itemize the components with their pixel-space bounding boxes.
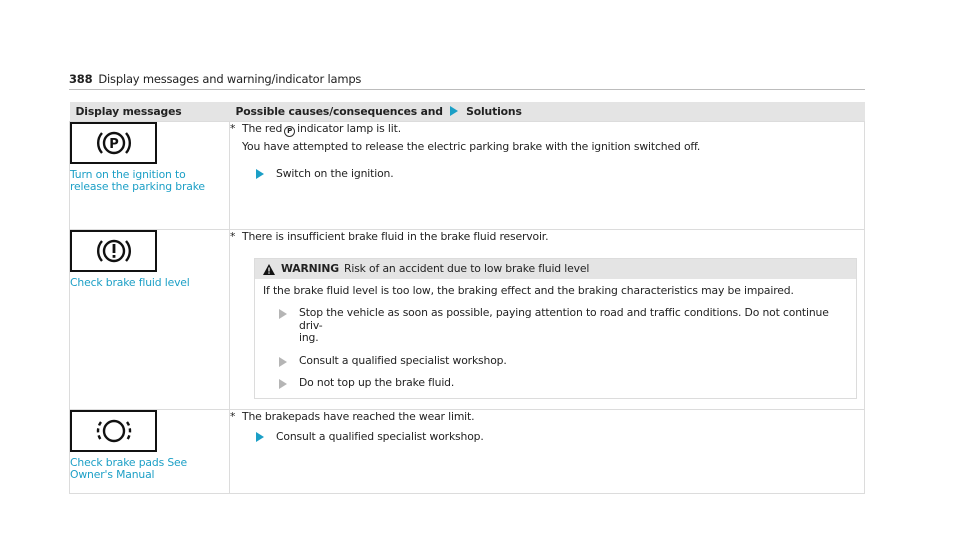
display-text-line: Owner's Manual [70, 467, 155, 481]
warning-text: If the brake fluid level is too low, the braking effect and the braking characteristics may be impaired. [263, 284, 794, 297]
warning-header [255, 259, 856, 279]
warning-box [254, 258, 857, 399]
display-text-line: release the parking brake [70, 180, 205, 193]
table-header-row [70, 102, 865, 122]
table-row [70, 409, 865, 493]
solution-item [279, 377, 848, 390]
cause-line: You have attempted to release the electric parking brake with the ignition switched off. [242, 140, 701, 153]
solution-text: Stop the vehicle as soon as possible, paying attention to road and traffic conditions. Do not continue driv- [299, 306, 829, 332]
cause-pre: The red [242, 122, 283, 135]
cause-cell [230, 409, 865, 493]
table-row [70, 230, 865, 410]
solution-arrow-icon [256, 432, 264, 442]
svg-text:P: P [108, 137, 119, 152]
solution-arrow-icon [279, 379, 287, 389]
cause-cell [230, 230, 865, 410]
cause-post: indicator lamp is lit. [297, 122, 401, 135]
causes-header-text: Possible causes/consequences and [235, 105, 443, 118]
warning-label: WARNING [281, 262, 339, 275]
display-text-line: Turn on the ignition to [70, 168, 186, 181]
solution-item [279, 355, 848, 368]
solution-arrow-icon [450, 106, 458, 116]
solution-item [256, 167, 864, 180]
display-messages-table [69, 102, 865, 494]
warning-body [255, 279, 856, 398]
solution-text: Consult a qualified specialist workshop. [276, 429, 484, 443]
cause-line [230, 410, 864, 424]
column-header-causes [230, 102, 865, 122]
solutions-header-text: Solutions [466, 105, 522, 118]
parking-brake-icon: P [284, 126, 295, 137]
solution-item [279, 307, 848, 345]
cause-text: The brakepads have reached the wear limit. [242, 409, 475, 423]
cause-cell [230, 122, 865, 230]
warning-triangle-icon [263, 264, 275, 275]
cause-line [230, 122, 864, 137]
solution-arrow-icon [279, 357, 287, 367]
solution-item [256, 430, 864, 443]
display-cell [70, 122, 230, 230]
column-header-display: Display messages [70, 102, 230, 122]
page-title: Display messages and warning/indicator lamps [98, 72, 362, 86]
header-divider [69, 89, 865, 90]
cause-star: * [230, 230, 236, 243]
cause-line [230, 230, 864, 244]
cause-star: * [230, 122, 236, 135]
page-header [69, 72, 361, 86]
parking-brake-icon [70, 122, 157, 164]
table-row [70, 122, 865, 230]
display-cell [70, 230, 230, 410]
brake-fluid-icon [70, 230, 157, 272]
solution-text: Do not top up the brake fluid. [299, 376, 455, 389]
brake-pads-icon [70, 410, 157, 452]
solution-arrow-icon [256, 169, 264, 179]
cause-star: * [230, 409, 236, 423]
display-text-line: Check brake fluid level [70, 276, 190, 289]
page-number: 388 [69, 72, 93, 86]
solution-text: Switch on the ignition. [276, 167, 394, 180]
display-cell [70, 409, 230, 493]
display-text-line: Check brake pads See [70, 455, 188, 469]
solution-text: Consult a qualified specialist workshop. [299, 353, 507, 367]
cause-text: There is insufficient brake fluid in the brake fluid reservoir. [242, 230, 549, 243]
warning-title: Risk of an accident due to low brake fluid level [344, 262, 590, 275]
solution-arrow-icon [279, 309, 287, 319]
solution-text-cont: ing. [299, 331, 319, 344]
